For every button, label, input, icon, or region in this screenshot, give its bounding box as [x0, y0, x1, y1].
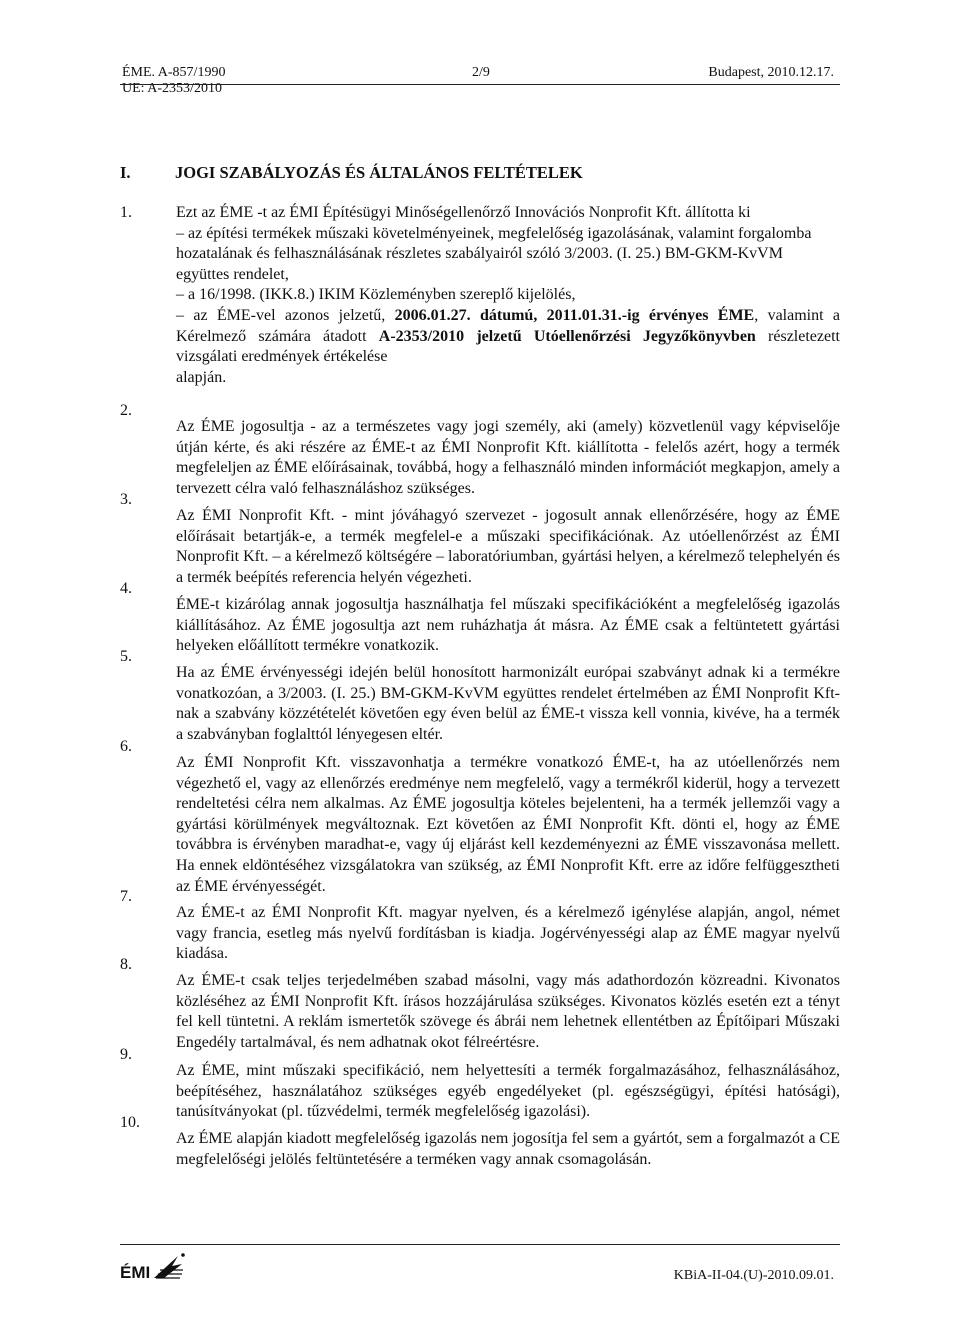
footer-form-code: KBiA-II-04.(U)-2010.09.01.	[673, 1268, 834, 1283]
header-divider	[120, 84, 840, 85]
page-number: 2/9	[472, 65, 490, 80]
item-text: Az ÉME, mint műszaki specifikáció, nem helyettesíti a termék forgalmazásához, felhasználásához, beépítéséhez, használatához szükséges egyéb engedélyeket (pl. egészségügyi, építési hatósági), tanúsítványokat (pl. tűzvédelmi, termék megfelelőség igazolási).	[176, 1062, 840, 1121]
item-text: Az ÉME-t csak teljes terjedelmében szabad másolni, vagy más adathordozón közreadni. Kivonatos közléséhez az ÉMI Nonprofit Kft. írásos hozzájárulása szükséges. Kivonatos közlés esetén ezt a tényt fel kell tüntetni. A reklám ismertetők szövege és ábrái nem lehetnek ellentétben az Építőipari Műszaki Engedély tartalmával, és nem adhatnak okot félreértésre.	[176, 972, 840, 1051]
item-text: Ha az ÉME érvényességi idején belül honosított harmonizált európai szabványt adnak ki a termékre vonatkozóan, a 3/2003. (I. 25.) BM-GKM-KvVM együttes rendelet értelmében az ÉMI Nonprofit Kft-nak a szabvány közzétételét követően egy éven belül az ÉME-t vissza kell vonnia, kivéve, ha a termék a szabványban foglalttól lényegesen eltér.	[176, 664, 840, 743]
item-intro: Ezt az ÉME -t az ÉMI Építésügyi Minőségellenőrző Innovációs Nonprofit Kft. állította ki	[176, 204, 751, 221]
item-text: Az ÉME jogosultja - az a természetes vagy jogi személy, aki (amely) közvetlenül vagy képviselője útján kérte, és aki részére az ÉME-t az ÉMI Nonprofit Kft. kiállította - felelős azért, hogy a termék megfeleljen az ÉME előírásainak, továbbá, hogy a felhasználó minden információt megkapjon, amely a tervezett célra való felhasználáshoz szükséges.	[176, 418, 840, 497]
item-text: Az ÉMI Nonprofit Kft. - mint jóváhagyó szervezet - jogosult annak ellenőrzésére, hogy az ÉME előírásait betartják-e, a termék megfelel-e a műszaki specifikációnak. Az utóellenőrzést az ÉMI Nonprofit Kft. – a kérelmező költségére – laboratóriumban, gyártási helyen, a kérelmező telephelyén és a termék beépítés referencia helyén végezheti.	[176, 507, 840, 586]
dash-text: – az ÉME-vel azonos jelzetű,	[176, 306, 395, 324]
item-text: Az ÉMI Nonprofit Kft. visszavonhatja a termékre vonatkozó ÉME-t, ha az utóellenőrzés nem végezhető el, vagy az ellenőrzés eredménye nem megfelelő, vagy a termékről kiderül, hogy a tervezett rendeltetési célra nem alkalmas. Az ÉME jogosultja köteles bejelenteni, ha a termék jellemzői vagy a gyártási körülmények megváltoznak. Ezt követően az ÉMI Nonprofit Kft. dönti el, hogy az ÉME továbbra is érvényben maradhat-e, vagy új eljárást kell kezdeményezni az ÉME visszavonása mellett. Ha ennek eldöntéséhez vizsgálatokra van szükség, az ÉMI Nonprofit Kft. erre az időre felfüggesztheti az ÉME érvényességét.	[176, 754, 840, 895]
item-number: 7.	[120, 888, 132, 905]
item-number: 8.	[120, 956, 132, 973]
section-heading	[120, 163, 583, 183]
list-item	[120, 203, 840, 388]
item-text: ÉME-t kizárólag annak jogosultja használhatja fel műszaki specifikációként a megfelelőség igazolás kiállításához. Az ÉME jogosultja azt nem ruházhatja át másra. Az ÉME csak a feltüntetett gyártási helyeken előállított termékre vonatkozik.	[176, 596, 840, 655]
item-number: 4.	[120, 580, 132, 597]
item-dash-evaluation	[176, 306, 840, 368]
list-item	[120, 1113, 840, 1186]
logo-text: ÉMI	[120, 1263, 151, 1280]
header-document-number: ÉME. A-857/1990	[122, 65, 226, 80]
item-text: Az ÉME alapján kiadott megfelelőség igazolás nem jogosítja fel sem a gyártót, sem a forgalmazót a CE megfelelőségi jelölés feltüntetésére a terméken vagy annak csomagolásán.	[176, 1130, 840, 1168]
dash-text: részletezett vizsgálati eredmények értékelése	[176, 327, 840, 366]
item-number: 5.	[120, 648, 132, 665]
item-closing: alapján.	[176, 368, 227, 386]
item-number: 10.	[120, 1114, 140, 1131]
item-number: 1.	[120, 204, 132, 221]
item-text: Az ÉME-t az ÉMI Nonprofit Kft. magyar nyelven, és a kérelmező igénylése alapján, angol, német vagy francia, esetleg más nyelvű fordításban is kiadja. Jogérvényességi alap az ÉME magyar nyelvű kiadása.	[176, 904, 840, 963]
item-number: 2.	[120, 402, 132, 419]
item-dash-designation: – a 16/1998. (IKK.8.) IKIM Közleményben szereplő kijelölés,	[176, 286, 576, 304]
validity-text: 2006.01.27. dátumú, 2011.01.31.-ig érvényes ÉME	[394, 306, 755, 324]
item-number: 3.	[120, 491, 132, 508]
report-reference: A-2353/2010 jelzetű Utóellenőrzési Jegyzőkönyvben	[378, 327, 756, 345]
header-place-date: Budapest, 2010.12.17.	[708, 65, 834, 80]
section-number: I.	[120, 163, 131, 182]
section-title: JOGI SZABÁLYOZÁS ÉS ÁLTALÁNOS FELTÉTELEK	[175, 163, 583, 182]
header-ue-number: UE: A-2353/2010	[122, 81, 222, 96]
item-number: 6.	[120, 738, 132, 755]
footer-divider	[120, 1244, 840, 1245]
item-dash-regulation: – az építési termékek műszaki követelményeinek, megfelelőség igazolásának, valamint forgalomba hozatalának és felhasználásának részletes szabályairól szóló 3/2003. (I. 25.) BM-GKM-KvVM együttes rendelet,	[176, 224, 812, 283]
dash-text: , valamint a Kérelmező számára átadott	[176, 306, 841, 345]
item-body	[176, 203, 840, 388]
item-number: 9.	[120, 1046, 132, 1063]
emi-logo-icon	[120, 1252, 186, 1280]
